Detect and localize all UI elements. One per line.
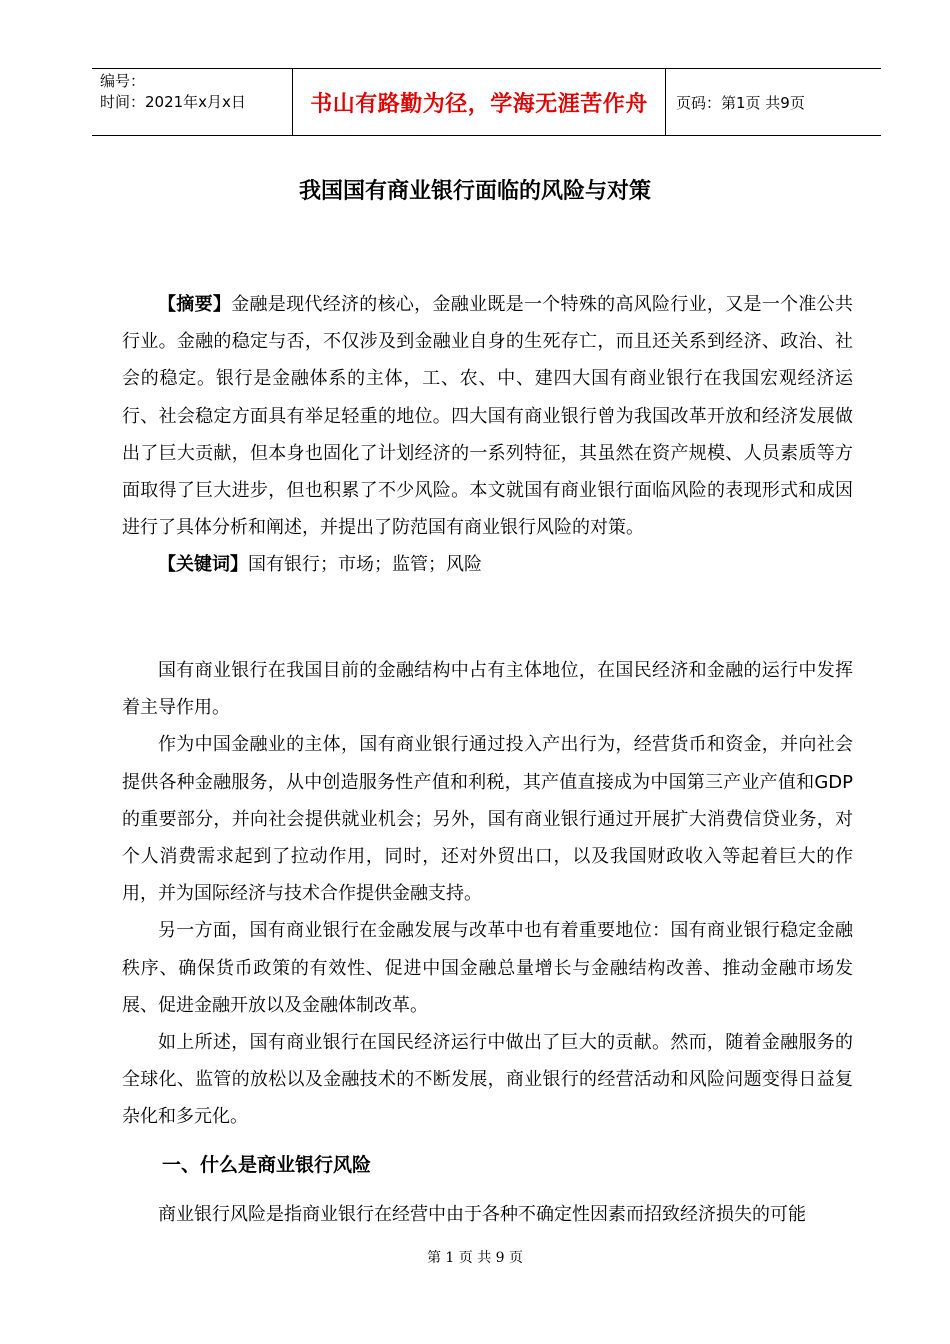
document-header <box>92 68 881 136</box>
body-paragraph: 国有商业银行在我国目前的金融结构中占有主体地位，在国民经济和金融的运行中发挥着主导作用。 <box>122 660 853 719</box>
section-paragraph: 商业银行风险是指商业银行在经营中由于各种不确定性因素而招致经济损失的可能 <box>158 1204 806 1225</box>
abstract-paragraph <box>122 286 853 546</box>
intro-block <box>122 652 853 1136</box>
body-paragraph: 另一方面，国有商业银行在金融发展与改革中也有着重要地位：国有商业银行稳定金融秩序、确保货币政策的有效性、促进中国金融总量增长与金融结构改善、推动金融市场发展、促进金融开放以及金融体制改革。 <box>122 920 853 1016</box>
section-heading: 一、什么是商业银行风险 <box>162 1154 372 1176</box>
keywords-label: 【关键词】 <box>158 554 248 576</box>
header-motto: 书山有路勤为径，学海无涯苦作舟 <box>293 69 666 135</box>
keywords-paragraph <box>122 546 853 583</box>
header-meta <box>92 69 293 135</box>
document-title: 我国国有商业银行面临的风险与对策 <box>298 179 651 204</box>
header-page-info: 页码：第1页 共9页 <box>676 93 805 112</box>
number-label: 编号： <box>100 72 146 90</box>
abstract-text: 金融是现代经济的核心，金融业既是一个特殊的高风险行业，又是一个准公共行业。金融的稳定与否，不仅涉及到金融业自身的生死存亡，而且还关系到经济、政治、社会的稳定。银行是金融体系的主体，工、农、中、建四大国有商业银行在我国宏观经济运行、社会稳定方面具有举足轻重的地位。四大国有商业银行曾为我国改革开放和经济发展做出了巨大贡献，但本身也固化了计划经济的一系列特征，其虽然在资产规模、人员素质等方面取得了巨大进步，但也积累了不少风险。本文就国有商业银行面临风险的表现形式和成因进行了具体分析和阐述，并提出了防范国有商业银行风险的对策。 <box>122 294 854 539</box>
keywords-text: 国有银行；市场；监管；风险 <box>248 554 482 576</box>
abstract-block <box>122 286 853 584</box>
section-body <box>122 1196 853 1233</box>
abstract-label: 【摘要】 <box>158 294 232 315</box>
page-footer: 第 1 页 共 9 页 <box>426 1250 524 1266</box>
body-paragraph: 如上所述，国有商业银行在国民经济运行中做出了巨大的贡献。然而，随着金融服务的全球化、监管的放松以及金融技术的不断发展，商业银行的经营活动和风险问题变得日益复杂化和多元化。 <box>122 1032 853 1128</box>
time-label: 时间：2021年x月x日 <box>100 93 246 111</box>
body-paragraph: 作为中国金融业的主体，国有商业银行通过投入产出行为，经营货币和资金，并向社会提供各种金融服务，从中创造服务性产值和利税，其产值直接成为中国第三产业产值和GDP的重要部分，并向社会提供就业机会；另外，国有商业银行通过开展扩大消费信贷业务，对个人消费需求起到了拉动作用，同时，还对外贸出口，以及我国财政收入等起着巨大的作用，并为国际经济与技术合作提供金融支持。 <box>122 734 853 905</box>
